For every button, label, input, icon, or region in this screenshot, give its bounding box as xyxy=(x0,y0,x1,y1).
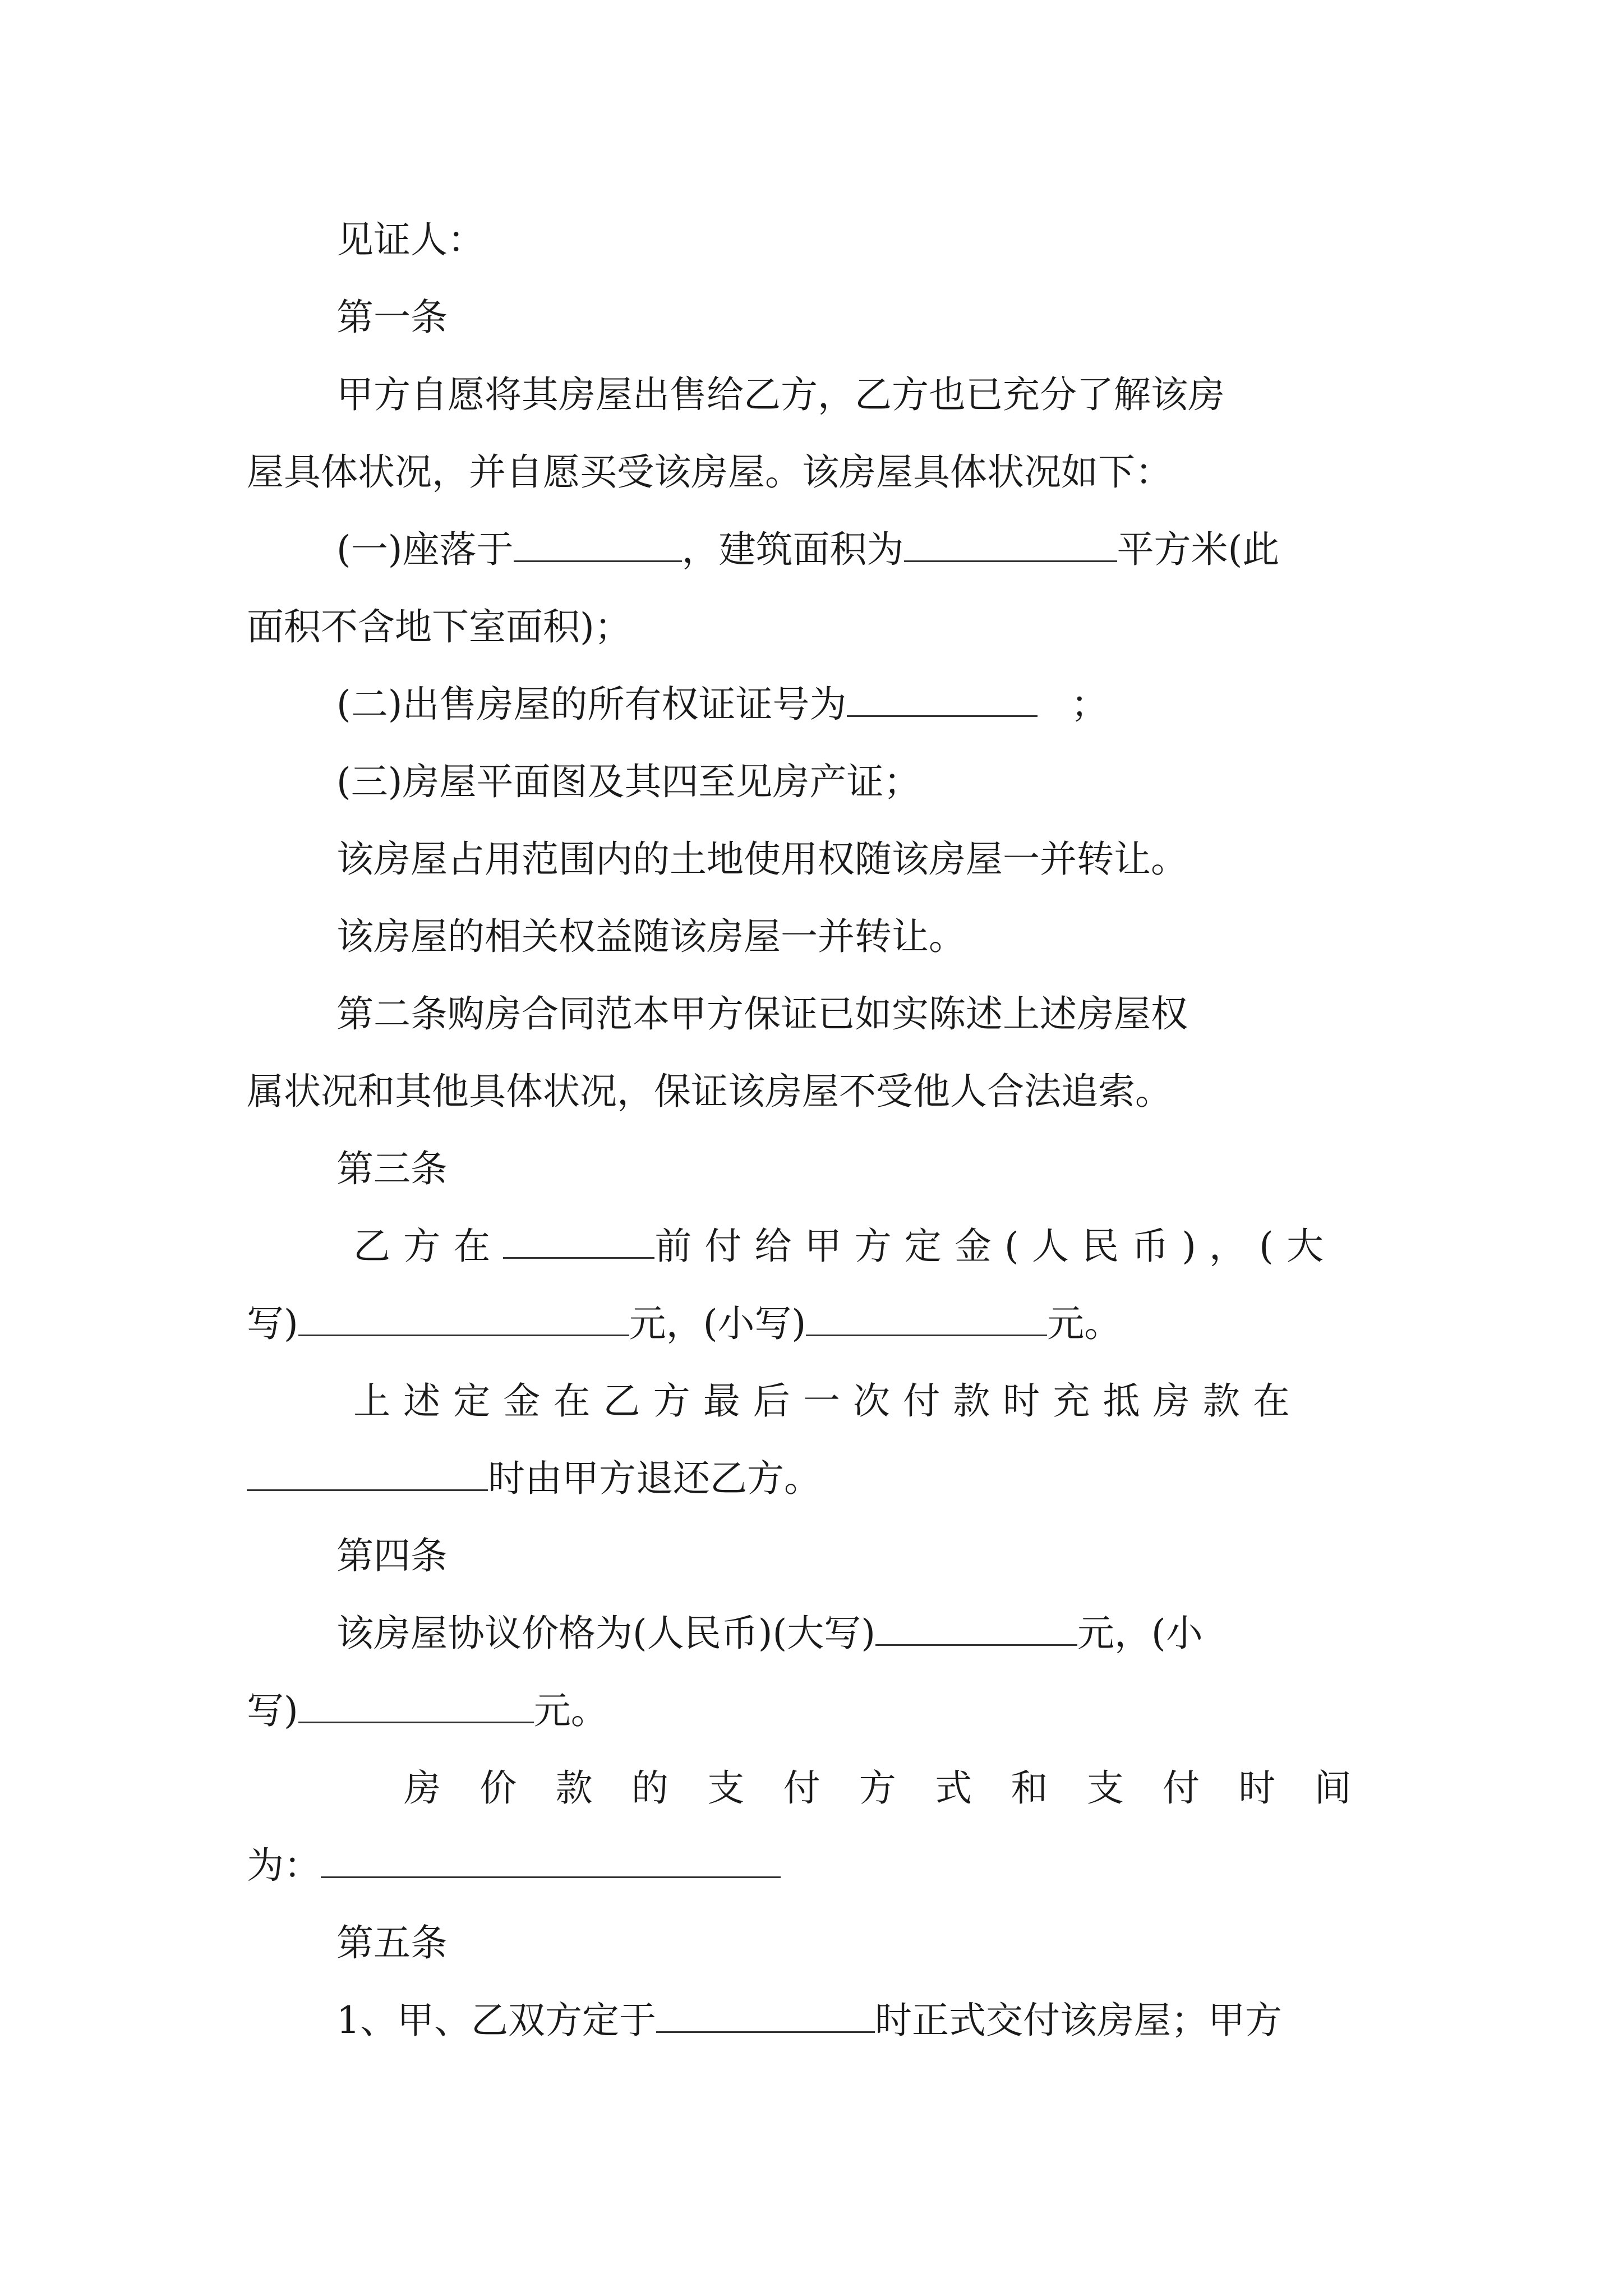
paragraph-line: 屋具体状况，并自愿买受该房屋。该房屋具体状况如下： xyxy=(247,450,1172,494)
clause-location-line: (一)座落于 ，建筑面积为 平方米(此 xyxy=(336,516,1380,583)
price-uppercase-blank[interactable] xyxy=(875,1609,1077,1646)
payment-method-line: 房价款的支付方式和支付时间 xyxy=(404,1766,1390,1810)
price-lowercase-line: 写) 元。 xyxy=(247,1677,1380,1745)
price-lowercase-blank[interactable] xyxy=(298,1686,534,1723)
clause-floorplan-line: (三)房屋平面图及其四至见房产证； xyxy=(336,760,921,803)
location-blank[interactable] xyxy=(514,525,682,562)
certificate-number-blank[interactable] xyxy=(847,680,1038,717)
handover-line: 1、甲、乙双方定于 时正式交付该房屋；甲方 xyxy=(336,1987,1380,2054)
paragraph-line: 上述定金在乙方最后一次付款时充抵房款在 xyxy=(353,1379,1303,1423)
deposit-amount-line: 写) 元，(小写) 元。 xyxy=(247,1290,1380,1358)
deposit-date-blank[interactable] xyxy=(503,1222,654,1259)
handover-date-blank[interactable] xyxy=(656,1996,875,2033)
article-3-heading: 第三条 xyxy=(336,1147,448,1190)
witness-line xyxy=(336,206,1380,274)
payment-method-blank-line: 为： xyxy=(247,1832,1380,1899)
deposit-lowercase-blank[interactable] xyxy=(806,1299,1047,1336)
paragraph-line: 面积不含地下室面积)； xyxy=(247,605,631,648)
clause-cert-line: (二)出售房屋的所有权证证号为 ； xyxy=(336,671,1380,738)
article-4-heading: 第四条 xyxy=(336,1534,448,1577)
area-blank[interactable] xyxy=(904,525,1117,562)
deposit-return-blank[interactable] xyxy=(247,1454,488,1491)
payment-method-blank[interactable] xyxy=(321,1841,781,1878)
paragraph-line: 甲方自愿将其房屋出售给乙方，乙方也已充分了解该房 xyxy=(336,373,1225,416)
deposit-return-line: 时由甲方退还乙方。 xyxy=(247,1445,1380,1512)
article-1-heading: 第一条 xyxy=(336,296,448,339)
deposit-line: 乙方在 前付给甲方定金(人民币)，(大 xyxy=(353,1213,1380,1280)
article-2-line: 第二条购房合同范本甲方保证已如实陈述上述房屋权 xyxy=(336,992,1188,1036)
paragraph-line: 该房屋的相关权益随该房屋一并转让。 xyxy=(336,915,966,958)
paragraph-line: 该房屋占用范围内的土地使用权随该房屋一并转让。 xyxy=(336,838,1188,881)
price-line: 该房屋协议价格为(人民币)(大写) 元，(小 xyxy=(336,1600,1380,1667)
article-5-heading: 第五条 xyxy=(336,1921,448,1964)
deposit-uppercase-blank[interactable] xyxy=(298,1299,629,1336)
witness-label: 见证人： xyxy=(336,218,485,261)
paragraph-line: 属状况和其他具体状况，保证该房屋不受他人合法追索。 xyxy=(247,1070,1172,1113)
